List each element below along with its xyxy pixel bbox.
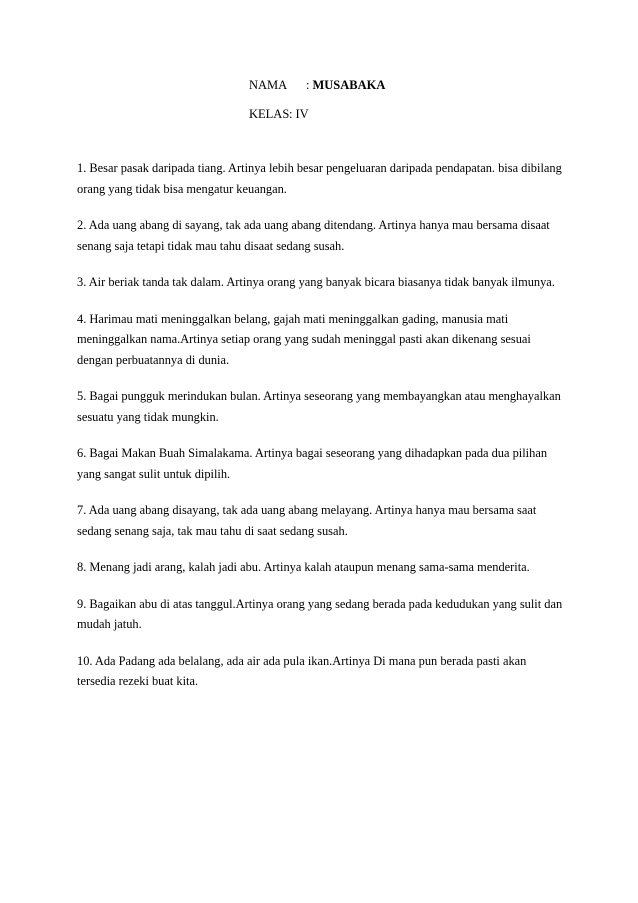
proverb-item-4: 4. Harimau mati meninggalkan belang, gajah mati meninggalkan gading, manusia mati meninggalkan nama.Artinya setiap orang yang sudah meninggal pasti akan dikenang sesuai dengan perbuatannya di dunia.: [77, 311, 531, 367]
proverb-item-1: 1. Besar pasak daripada tiang. Artinya lebih besar pengeluaran daripada pendapatan. bisa dibilang orang yang tidak bisa mengatur keuangan.: [77, 161, 562, 196]
proverb-item-5: 5. Bagai pungguk merindukan bulan. Artinya seseorang yang membayangkan atau menghayalkan sesuatu yang tidak mungkin.: [77, 389, 561, 424]
class-separator: :: [289, 107, 293, 121]
name-label: NAMA: [249, 78, 288, 92]
proverb-list: [77, 158, 563, 708]
proverb-item-9: 9. Bagaikan abu di atas tanggul.Artinya orang yang sedang berada pada kedudukan yang sulit dan mudah jatuh.: [77, 596, 563, 631]
name-separator: :: [306, 78, 310, 92]
name-row: [249, 78, 385, 92]
class-row: [249, 107, 385, 121]
student-header: [249, 78, 385, 121]
proverb-item-2: 2. Ada uang abang di sayang, tak ada uang abang ditendang. Artinya hanya mau bersama disaat senang saja tetapi tidak mau tahu disaat sedang susah.: [77, 218, 550, 253]
proverb-item-10: 10. Ada Padang ada belalang, ada air ada pula ikan.Artinya Di mana pun berada pasti akan tersedia rezeki buat kita.: [77, 653, 527, 688]
name-value: MUSABAKA: [312, 78, 386, 92]
class-label: KELAS: [249, 107, 290, 121]
proverb-item-6: 6. Bagai Makan Buah Simalakama. Artinya bagai seseorang yang dihadapkan pada dua pilihan yang sangat sulit untuk dipilih.: [77, 446, 548, 481]
proverb-item-7: 7. Ada uang abang disayang, tak ada uang abang melayang. Artinya hanya mau bersama saat sedang senang saja, tak mau tahu di saat sedang susah.: [77, 503, 537, 538]
proverb-item-3: 3. Air beriak tanda tak dalam. Artinya orang yang banyak bicara biasanya tidak banyak ilmunya.: [77, 275, 555, 289]
proverb-item-8: 8. Menang jadi arang, kalah jadi abu. Artinya kalah ataupun menang sama-sama menderita.: [77, 560, 530, 574]
class-value: IV: [295, 107, 309, 121]
